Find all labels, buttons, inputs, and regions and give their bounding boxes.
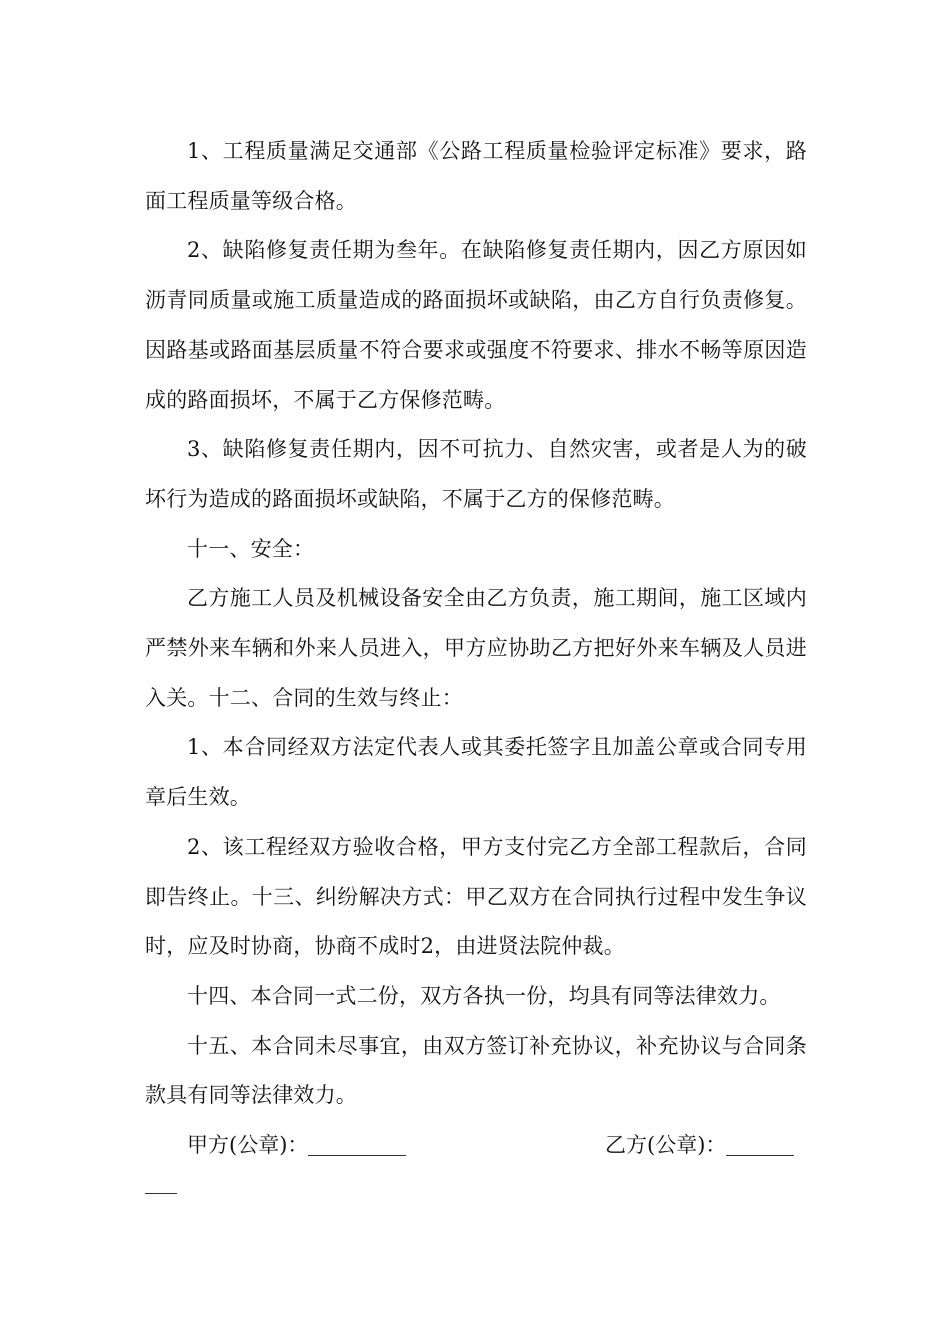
- signature-row: [145, 1121, 807, 1171]
- clause-force-majeure: 3、缺陷修复责任期内，因不可抗力、自然灾害，或者是人为的破坏行为造成的路面损坏或缺陷，不属于乙方的保修范畴。: [145, 437, 807, 511]
- party-a-label: 甲方(公章)：: [187, 1133, 309, 1158]
- party-b-signature-blank: [726, 1125, 794, 1156]
- clause-contract-termination: 2、该工程经双方验收合格，甲方支付完乙方全部工程款后，合同即告终止。十三、纠纷解决方式：甲乙双方在合同执行过程中发生争议时，应及时协商，协商不成时2，由进贤法院仲裁。: [145, 834, 807, 959]
- document-body: [145, 127, 807, 1171]
- clause-supplementary: 十五、本合同未尽事宜，由双方签订补充协议，补充协议与合同条款具有同等法律效力。: [145, 1033, 807, 1108]
- signature-blank-continuation: [145, 1193, 177, 1194]
- clause-defect-liability-period: 2、缺陷修复责任期为叁年。在缺陷修复责任期内，因乙方原因如沥青同质量或施工质量造成的路面损坏或缺陷，由乙方自行负责修复。因路基或路面基层质量不符合要求或强度不符要求、排水不畅等原因造成的路面损坏，不属于乙方保修范畴。: [145, 238, 807, 412]
- clause-quality-standard: 1、工程质量满足交通部《公路工程质量检验评定标准》要求，路面工程质量等级合格。: [145, 139, 807, 213]
- clause-copies: 十四、本合同一式二份，双方各执一份，均具有同等法律效力。: [187, 983, 781, 1008]
- section-heading-safety: 十一、安全：: [187, 536, 315, 561]
- party-a-signature: [187, 1121, 406, 1171]
- party-b-label: 乙方(公章)：: [605, 1133, 727, 1158]
- clause-contract-effective: 1、本合同经双方法定代表人或其委托签字且加盖公章或合同专用章后生效。: [145, 735, 807, 810]
- clause-safety: 乙方施工人员及机械设备安全由乙方负责，施工期间，施工区域内严禁外来车辆和外来人员进入，甲方应协助乙方把好外来车辆及人员进入关。十二、合同的生效与终止：: [145, 586, 807, 710]
- party-b-signature: [605, 1121, 794, 1171]
- party-a-signature-blank: [308, 1125, 406, 1156]
